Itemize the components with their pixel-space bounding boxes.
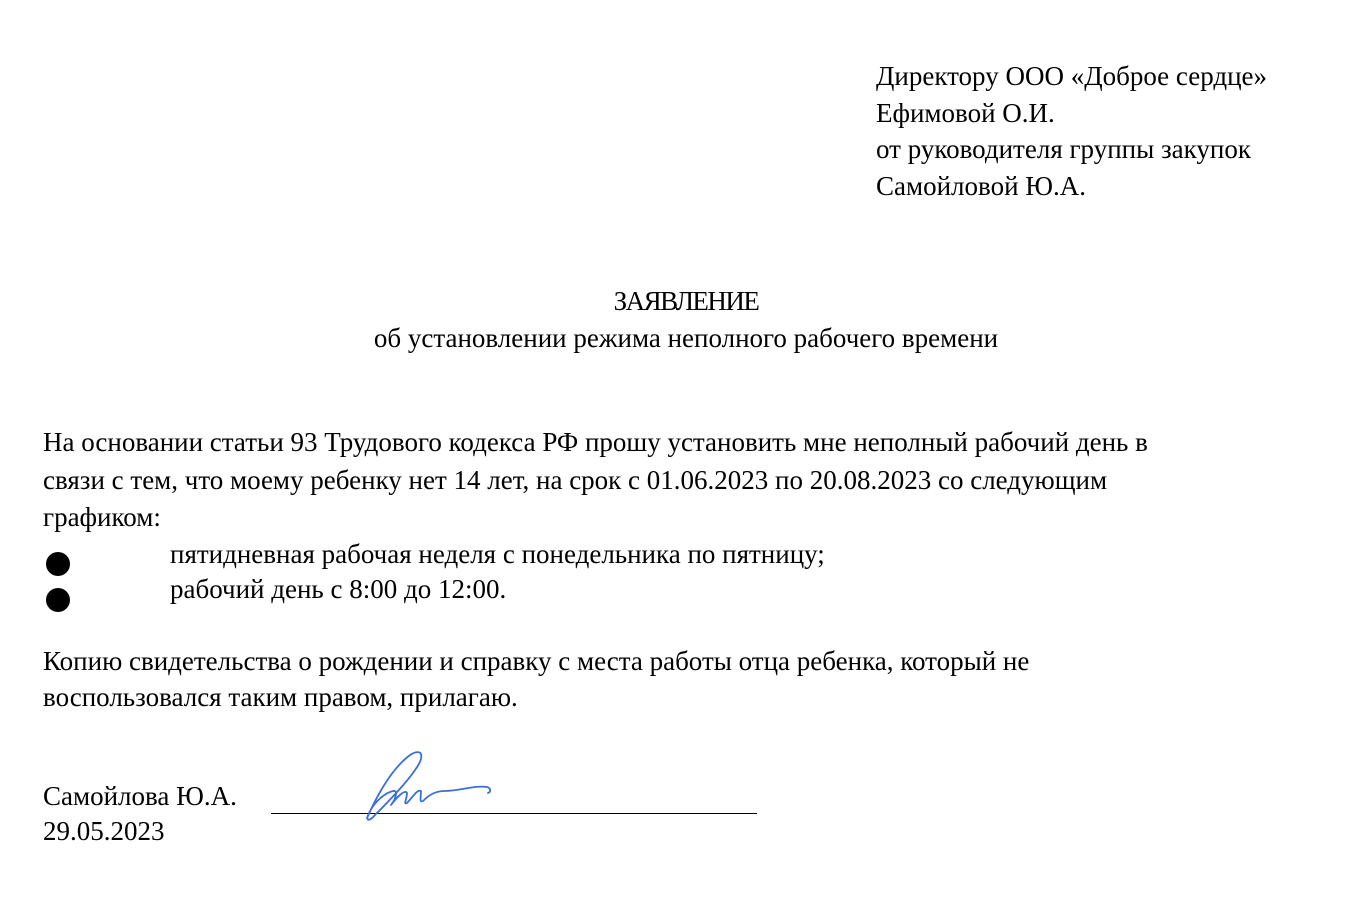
- addressee-line: Директору ООО «Доброе сердце»: [876, 61, 1268, 91]
- document-subtitle: об установлении режима неполного рабочего времени: [373, 323, 999, 353]
- addressee-line: Ефимовой О.И.: [876, 97, 1055, 128]
- bullet-icon: [46, 552, 70, 576]
- paragraph-line: На основании статьи 93 Трудового кодекса РФ прошу установить мне неполный рабочий день в: [43, 427, 1148, 457]
- document-title: ЗАЯВЛЕНИЕ: [613, 286, 759, 316]
- addressee-line: Самойловой Ю.А.: [876, 170, 1087, 201]
- schedule-list: [170, 537, 825, 607]
- addressee-block: [876, 58, 1267, 204]
- paragraph-line: связи с тем, что моему ребенку нет 14 лет, на срок с 01.06.2023 по 20.08.2023 со следующим: [43, 464, 1108, 495]
- paragraph-line: графиком:: [43, 502, 161, 532]
- signature-date: 29.05.2023: [43, 816, 165, 846]
- signature-line: [271, 813, 757, 814]
- addressee-line: от руководителя группы закупок: [876, 134, 1251, 164]
- paragraph-line: воспользовался таким правом, прилагаю.: [43, 682, 518, 712]
- signer-name: Самойлова Ю.А.: [43, 781, 237, 811]
- paragraph-request: [43, 424, 1148, 537]
- handwritten-signature-icon: [355, 745, 505, 830]
- paragraph-attachments: [43, 643, 1029, 715]
- list-item: пятидневная рабочая неделя с понедельника по пятницу;: [170, 539, 825, 569]
- paragraph-line: Копию свидетельства о рождении и справку с места работы отца ребенка, который не: [43, 646, 1030, 676]
- bullet-icon: [46, 588, 70, 612]
- list-item: рабочий день с 8:00 до 12:00.: [170, 574, 507, 604]
- document-title-block: [0, 283, 1360, 357]
